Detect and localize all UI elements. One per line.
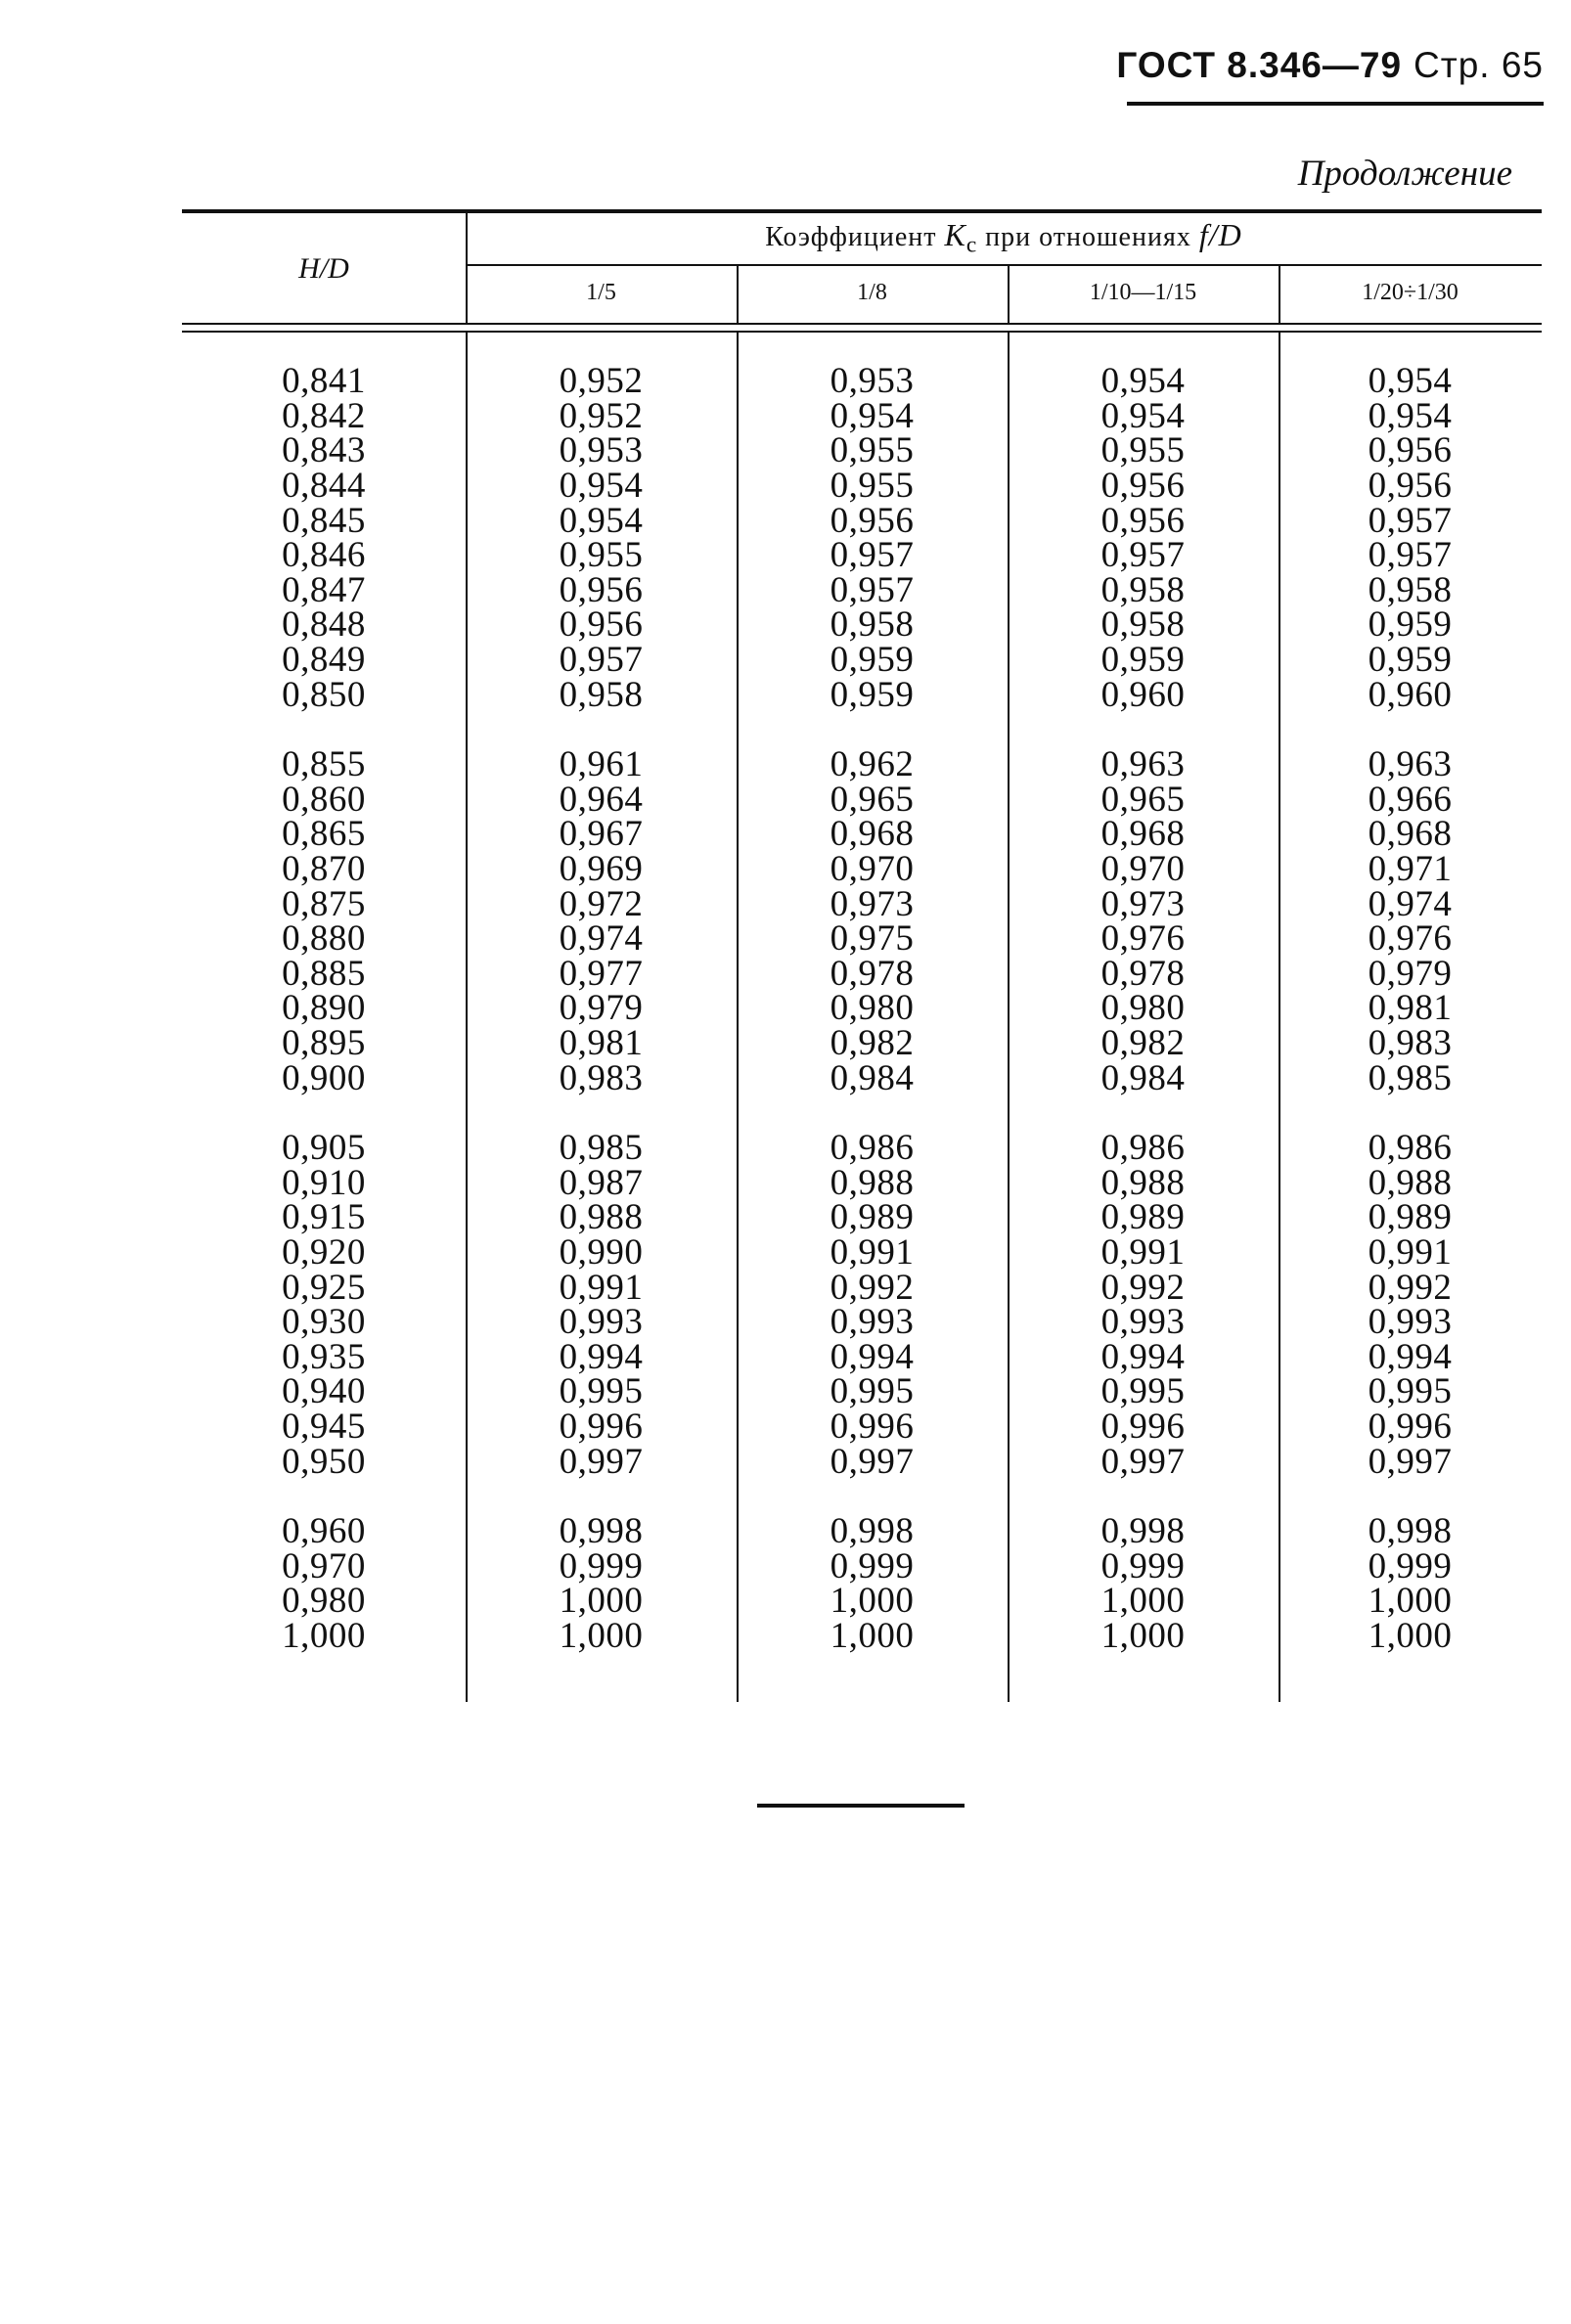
hd-value-cell: 0,865	[282, 814, 366, 855]
table-row	[182, 883, 1542, 924]
coefficient-subscript: c	[965, 232, 978, 258]
table-row	[182, 535, 1542, 576]
coefficient-cell: 0,954	[1368, 395, 1453, 436]
table-row	[182, 1162, 1542, 1203]
coefficient-cell: 0,952	[559, 361, 644, 402]
coefficient-cell: 0,996	[1368, 1406, 1453, 1447]
table-body	[182, 361, 1542, 1656]
table-row	[182, 395, 1542, 436]
hd-value-cell: 0,970	[282, 1545, 366, 1587]
coefficient-cell: 0,998	[830, 1511, 915, 1552]
column-group-header	[466, 217, 1542, 259]
hd-value-cell: 0,880	[282, 918, 366, 960]
coefficient-cell: 0,980	[830, 988, 915, 1029]
page-header	[1116, 45, 1544, 86]
coefficient-cell: 0,963	[1100, 744, 1186, 785]
coefficient-cell: 0,956	[559, 569, 644, 610]
hd-value-cell: 0,960	[282, 1511, 366, 1552]
table-row	[182, 674, 1542, 715]
coefficient-cell: 0,986	[830, 1128, 915, 1169]
coefficient-cell: 0,984	[830, 1057, 915, 1098]
coefficient-cell: 0,975	[830, 918, 915, 960]
table-row	[182, 1615, 1542, 1656]
continuation-label: Продолжение	[1297, 154, 1512, 194]
table-row	[182, 1231, 1542, 1273]
hd-value-cell: 0,925	[282, 1267, 366, 1308]
coefficient-cell: 0,988	[559, 1197, 644, 1238]
hd-value-cell: 0,935	[282, 1336, 366, 1377]
coefficient-cell: 0,979	[559, 988, 644, 1029]
coefficient-cell: 0,956	[1368, 430, 1453, 471]
coefficient-cell: 1,000	[1100, 1581, 1186, 1622]
table-row	[182, 500, 1542, 541]
coefficient-cell: 0,984	[1100, 1057, 1186, 1098]
hd-value-cell: 0,885	[282, 953, 366, 994]
coefficient-cell: 0,968	[830, 814, 915, 855]
table-row	[182, 1022, 1542, 1063]
hd-value-cell: 0,842	[282, 395, 366, 436]
coefficient-cell: 0,959	[1368, 604, 1453, 646]
coefficient-cell: 0,955	[559, 535, 644, 576]
coefficient-cell: 0,991	[830, 1231, 915, 1273]
coefficient-cell: 0,999	[830, 1545, 915, 1587]
coefficient-cell: 0,953	[830, 361, 915, 402]
coefficient-cell: 0,992	[830, 1267, 915, 1308]
coefficient-cell: 0,959	[1368, 640, 1453, 681]
coefficient-cell: 0,978	[830, 953, 915, 994]
coefficient-cell: 0,995	[1368, 1371, 1453, 1412]
coefficient-cell: 0,993	[1368, 1302, 1453, 1343]
coefficient-cell: 0,957	[559, 640, 644, 681]
coefficient-cell: 0,959	[830, 640, 915, 681]
coefficient-cell: 0,991	[559, 1267, 644, 1308]
hd-value-cell: 0,844	[282, 466, 366, 507]
coefficient-cell: 0,998	[559, 1511, 644, 1552]
coefficient-cell: 0,959	[1100, 640, 1186, 681]
coefficient-cell: 0,997	[1368, 1441, 1453, 1482]
coefficient-cell: 0,970	[830, 849, 915, 890]
coefficient-cell: 0,981	[559, 1022, 644, 1063]
table-row	[182, 1197, 1542, 1238]
hd-value-cell: 0,843	[282, 430, 366, 471]
hd-value-cell: 0,870	[282, 849, 366, 890]
coefficient-cell: 0,996	[559, 1406, 644, 1447]
hd-value-cell: 0,895	[282, 1022, 366, 1063]
coefficient-cell: 0,997	[1100, 1441, 1186, 1482]
coefficient-cell: 0,965	[1100, 779, 1186, 820]
table-row	[182, 1371, 1542, 1412]
sub-column-header: 1/8	[857, 280, 887, 305]
table-row	[182, 849, 1542, 890]
table-row	[182, 1128, 1542, 1169]
coefficient-cell: 0,995	[830, 1371, 915, 1412]
coefficient-cell: 0,971	[1368, 849, 1453, 890]
coefficient-cell: 0,954	[559, 466, 644, 507]
coefficient-cell: 1,000	[830, 1615, 915, 1656]
coefficient-symbol: K	[944, 217, 966, 252]
coefficient-cell: 0,955	[830, 466, 915, 507]
table-row	[182, 779, 1542, 820]
table-header-bottom-rule	[182, 323, 1542, 325]
coefficient-cell: 0,997	[559, 1441, 644, 1482]
group-tail: при отношениях	[985, 222, 1191, 252]
group-spacer	[182, 712, 1542, 747]
coefficient-cell: 0,980	[1100, 988, 1186, 1029]
coefficient-cell: 0,957	[830, 569, 915, 610]
table-row	[182, 918, 1542, 960]
coefficient-cell: 0,968	[1368, 814, 1453, 855]
coefficient-cell: 0,954	[830, 395, 915, 436]
coefficient-cell: 0,985	[1368, 1057, 1453, 1098]
table-top-rule	[182, 209, 1542, 213]
coefficient-cell: 0,989	[1100, 1197, 1186, 1238]
hd-value-cell: 0,848	[282, 604, 366, 646]
table-row	[182, 1441, 1542, 1482]
hd-value-cell: 0,890	[282, 988, 366, 1029]
coefficient-cell: 0,988	[1368, 1162, 1453, 1203]
coefficient-cell: 0,957	[830, 535, 915, 576]
coefficient-cell: 0,954	[559, 500, 644, 541]
coefficient-cell: 0,973	[1100, 883, 1186, 924]
coefficient-cell: 0,974	[1368, 883, 1453, 924]
coefficient-cell: 0,955	[1100, 430, 1186, 471]
coefficient-cell: 0,960	[1100, 674, 1186, 715]
coefficient-cell: 0,974	[559, 918, 644, 960]
hd-value-cell: 0,860	[282, 779, 366, 820]
coefficient-cell: 1,000	[1368, 1615, 1453, 1656]
coefficient-cell: 1,000	[830, 1581, 915, 1622]
coefficient-cell: 0,995	[559, 1371, 644, 1412]
footer-rule	[757, 1804, 965, 1808]
coefficient-cell: 0,991	[1368, 1231, 1453, 1273]
coefficient-cell: 0,992	[1368, 1267, 1453, 1308]
hd-value-cell: 0,950	[282, 1441, 366, 1482]
column-header-hd: H/D	[298, 252, 349, 285]
coefficient-cell: 0,967	[559, 814, 644, 855]
coefficient-cell: 0,957	[1368, 500, 1453, 541]
coefficient-cell: 0,982	[1100, 1022, 1186, 1063]
table-row	[182, 430, 1542, 471]
coefficient-cell: 0,954	[1368, 361, 1453, 402]
coefficient-cell: 0,998	[1100, 1511, 1186, 1552]
coefficient-cell: 0,954	[1100, 395, 1186, 436]
coefficient-cell: 1,000	[1368, 1581, 1453, 1622]
hd-value-cell: 0,910	[282, 1162, 366, 1203]
table-row	[182, 1057, 1542, 1098]
coefficient-cell: 0,956	[1100, 466, 1186, 507]
coefficient-cell: 0,996	[1100, 1406, 1186, 1447]
table-row	[182, 1406, 1542, 1447]
table-row	[182, 569, 1542, 610]
coefficient-cell: 0,991	[1100, 1231, 1186, 1273]
table-row	[182, 814, 1542, 855]
table-row	[182, 1267, 1542, 1308]
coefficient-cell: 0,956	[1368, 466, 1453, 507]
table-row	[182, 744, 1542, 785]
ratio-symbol: f/D	[1198, 217, 1242, 252]
hd-value-cell: 0,849	[282, 640, 366, 681]
coefficient-cell: 0,979	[1368, 953, 1453, 994]
hd-value-cell: 0,845	[282, 500, 366, 541]
hd-value-cell: 0,846	[282, 535, 366, 576]
coefficient-cell: 0,989	[1368, 1197, 1453, 1238]
coefficient-cell: 0,999	[1100, 1545, 1186, 1587]
coefficient-cell: 0,952	[559, 395, 644, 436]
header-rule	[1127, 102, 1544, 106]
coefficient-cell: 0,964	[559, 779, 644, 820]
coefficient-cell: 0,957	[1368, 535, 1453, 576]
coefficient-cell: 0,998	[1368, 1511, 1453, 1552]
hd-value-cell: 0,905	[282, 1128, 366, 1169]
hd-value-cell: 0,875	[282, 883, 366, 924]
coefficient-cell: 0,997	[830, 1441, 915, 1482]
coefficient-cell: 0,985	[559, 1128, 644, 1169]
table-row	[182, 1336, 1542, 1377]
coefficient-cell: 0,983	[559, 1057, 644, 1098]
hd-value-cell: 0,980	[282, 1581, 366, 1622]
coefficient-cell: 0,958	[1100, 604, 1186, 646]
coefficient-cell: 0,966	[1368, 779, 1453, 820]
coefficient-cell: 1,000	[1100, 1615, 1186, 1656]
coefficient-cell: 0,993	[1100, 1302, 1186, 1343]
sub-column-header: 1/20÷1/30	[1362, 280, 1459, 305]
coefficient-cell: 0,993	[559, 1302, 644, 1343]
coefficient-cell: 0,956	[559, 604, 644, 646]
coefficient-cell: 0,958	[559, 674, 644, 715]
coefficient-cell: 0,953	[559, 430, 644, 471]
table-row	[182, 1511, 1542, 1552]
coefficient-cell: 0,981	[1368, 988, 1453, 1029]
hd-value-cell: 0,855	[282, 744, 366, 785]
coefficient-cell: 0,956	[830, 500, 915, 541]
coefficient-cell: 0,965	[830, 779, 915, 820]
coefficient-cell: 0,956	[1100, 500, 1186, 541]
table-row	[182, 988, 1542, 1029]
hd-value-cell: 0,850	[282, 674, 366, 715]
table-row	[182, 1302, 1542, 1343]
table-header-mid-rule	[466, 264, 1542, 266]
coefficient-cell: 0,957	[1100, 535, 1186, 576]
coefficient-cell: 0,987	[559, 1162, 644, 1203]
coefficient-cell: 0,999	[1368, 1545, 1453, 1587]
table-row	[182, 466, 1542, 507]
coefficient-cell: 0,988	[830, 1162, 915, 1203]
table-header-bottom-rule-2	[182, 331, 1542, 333]
coefficient-cell: 0,994	[830, 1336, 915, 1377]
coefficient-cell: 0,969	[559, 849, 644, 890]
coefficient-cell: 0,970	[1100, 849, 1186, 890]
table-row	[182, 1545, 1542, 1587]
standard-number: ГОСТ 8.346—79	[1116, 45, 1403, 85]
coefficient-cell: 0,961	[559, 744, 644, 785]
hd-value-cell: 0,945	[282, 1406, 366, 1447]
hd-value-cell: 0,915	[282, 1197, 366, 1238]
group-title: Коэффициент	[765, 222, 937, 252]
coefficient-cell: 0,988	[1100, 1162, 1186, 1203]
coefficient-cell: 0,994	[1100, 1336, 1186, 1377]
group-spacer	[182, 1479, 1542, 1514]
hd-value-cell: 0,920	[282, 1231, 366, 1273]
coefficient-cell: 0,973	[830, 883, 915, 924]
coefficient-cell: 0,995	[1100, 1371, 1186, 1412]
coefficient-cell: 0,996	[830, 1406, 915, 1447]
coefficient-cell: 0,958	[1100, 569, 1186, 610]
sub-column-header: 1/10—1/15	[1089, 280, 1197, 305]
group-spacer	[182, 1095, 1542, 1131]
coefficient-cell: 0,994	[559, 1336, 644, 1377]
coefficient-cell: 0,977	[559, 953, 644, 994]
page-number: Стр. 65	[1414, 45, 1544, 85]
hd-value-cell: 0,930	[282, 1302, 366, 1343]
table-row	[182, 640, 1542, 681]
coefficient-cell: 0,978	[1100, 953, 1186, 994]
table-row	[182, 604, 1542, 646]
coefficient-cell: 0,983	[1368, 1022, 1453, 1063]
coefficient-cell: 0,992	[1100, 1267, 1186, 1308]
coefficient-cell: 0,962	[830, 744, 915, 785]
coefficient-cell: 0,963	[1368, 744, 1453, 785]
coefficient-cell: 0,989	[830, 1197, 915, 1238]
coefficient-cell: 0,958	[830, 604, 915, 646]
coefficient-cell: 0,986	[1368, 1128, 1453, 1169]
coefficient-cell: 0,976	[1100, 918, 1186, 960]
coefficient-cell: 0,994	[1368, 1336, 1453, 1377]
coefficient-cell: 0,999	[559, 1545, 644, 1587]
coefficient-cell: 0,958	[1368, 569, 1453, 610]
coefficient-cell: 0,982	[830, 1022, 915, 1063]
coefficient-cell: 1,000	[559, 1581, 644, 1622]
coefficient-cell: 0,959	[830, 674, 915, 715]
coefficient-cell: 0,972	[559, 883, 644, 924]
table-row	[182, 361, 1542, 402]
hd-value-cell: 1,000	[282, 1615, 366, 1656]
table-row	[182, 953, 1542, 994]
coefficient-cell: 0,955	[830, 430, 915, 471]
coefficient-cell: 0,986	[1100, 1128, 1186, 1169]
table-row	[182, 1581, 1542, 1622]
coefficient-cell: 0,993	[830, 1302, 915, 1343]
hd-value-cell: 0,841	[282, 361, 366, 402]
coefficient-cell: 0,976	[1368, 918, 1453, 960]
hd-value-cell: 0,847	[282, 569, 366, 610]
sub-column-header: 1/5	[586, 280, 616, 305]
coefficient-cell: 1,000	[559, 1615, 644, 1656]
coefficient-cell: 0,954	[1100, 361, 1186, 402]
hd-value-cell: 0,900	[282, 1057, 366, 1098]
hd-value-cell: 0,940	[282, 1371, 366, 1412]
coefficient-cell: 0,990	[559, 1231, 644, 1273]
coefficient-cell: 0,960	[1368, 674, 1453, 715]
coefficient-cell: 0,968	[1100, 814, 1186, 855]
